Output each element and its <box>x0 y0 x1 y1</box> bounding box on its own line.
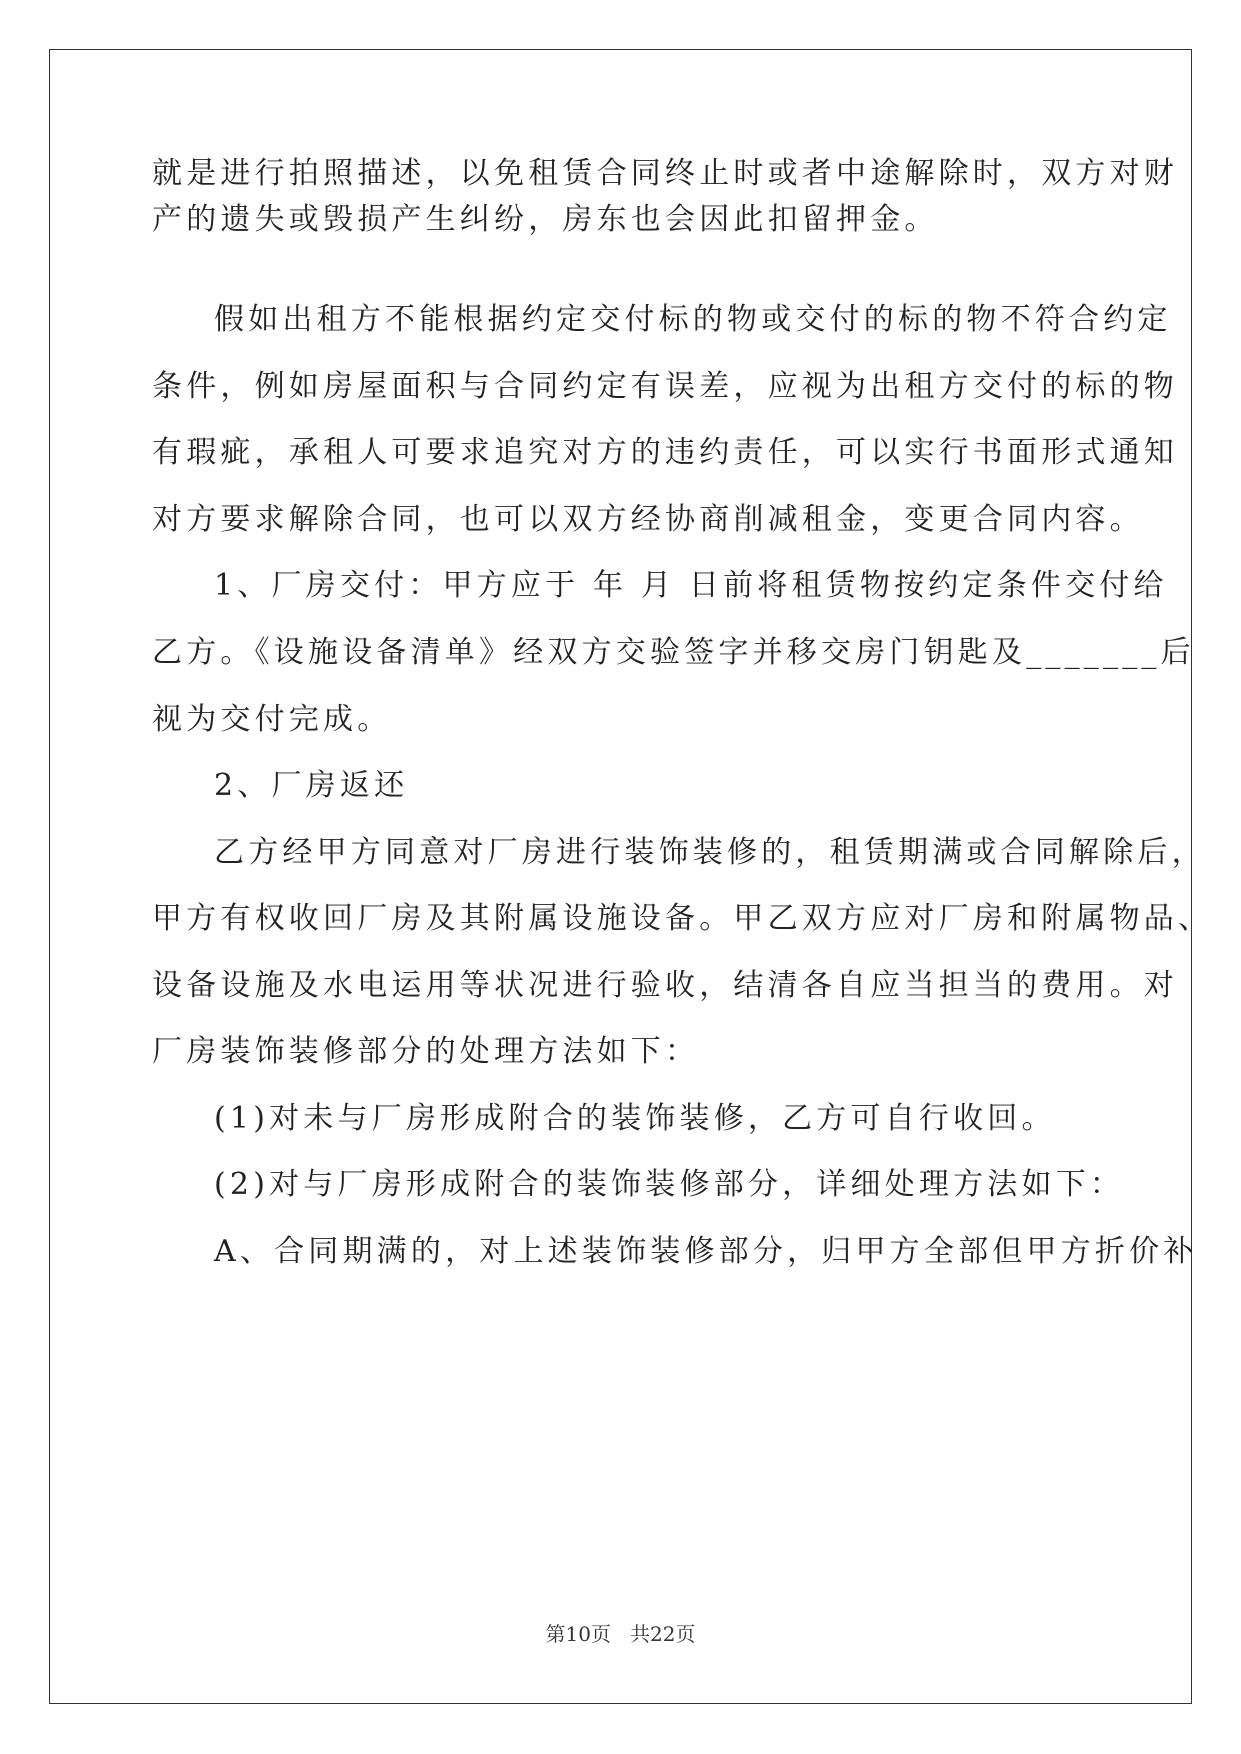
paragraph-line: 视为交付完成。 <box>152 702 392 737</box>
paragraph-line: 就是进行拍照描述，以免租赁合同终止时或者中途解除时，双方对财 <box>152 156 1178 191</box>
paragraph-line: 条件，例如房屋面积与合同约定有误差，应视为出租方交付的标的物 <box>152 369 1178 404</box>
paragraph-line: 甲方有权收回厂房及其附属设施设备。甲乙双方应对厂房和附属物品、 <box>152 901 1213 936</box>
page-border <box>49 49 1213 1704</box>
paragraph-line: 对方要求解除合同，也可以双方经协商削减租金，变更合同内容。 <box>152 502 1144 537</box>
paragraph-line: 1、厂房交付：甲方应于 年 月 日前将租赁物按约定条件交付给 <box>214 568 1168 603</box>
paragraph-line: 乙方经甲方同意对厂房进行装饰装修的，租赁期满或合同解除后， <box>214 835 1206 870</box>
paragraph-line: 假如出租方不能根据约定交付标的物或交付的标的物不符合约定 <box>214 302 1172 337</box>
list-item: (1)对未与厂房形成附合的装饰装修，乙方可自行收回。 <box>214 1101 1056 1136</box>
paragraph-line: 乙方。《设施设备清单》经双方交验签字并移交房门钥匙及_______后 <box>152 635 1195 670</box>
paragraph-line: 产的遗失或毁损产生纠纷，房东也会因此扣留押金。 <box>152 202 939 237</box>
paragraph-line: 厂房装饰装修部分的处理方法如下： <box>152 1034 700 1069</box>
list-item: A、合同期满的，对上述装饰装修部分，归甲方全部但甲方折价补 <box>214 1234 1198 1269</box>
section-heading: 2、厂房返还 <box>214 768 409 803</box>
paragraph-line: 有瑕疵，承租人可要求追究对方的违约责任，可以实行书面形式通知 <box>152 435 1178 470</box>
page-number <box>0 1622 1241 1646</box>
page-number-label: 第10页 共22页 <box>545 1622 696 1646</box>
list-item: (2)对与厂房形成附合的装饰装修部分，详细处理方法如下： <box>214 1167 1125 1202</box>
paragraph-line: 设备设施及水电运用等状况进行验收，结清各自应当担当的费用。对 <box>152 968 1178 1003</box>
